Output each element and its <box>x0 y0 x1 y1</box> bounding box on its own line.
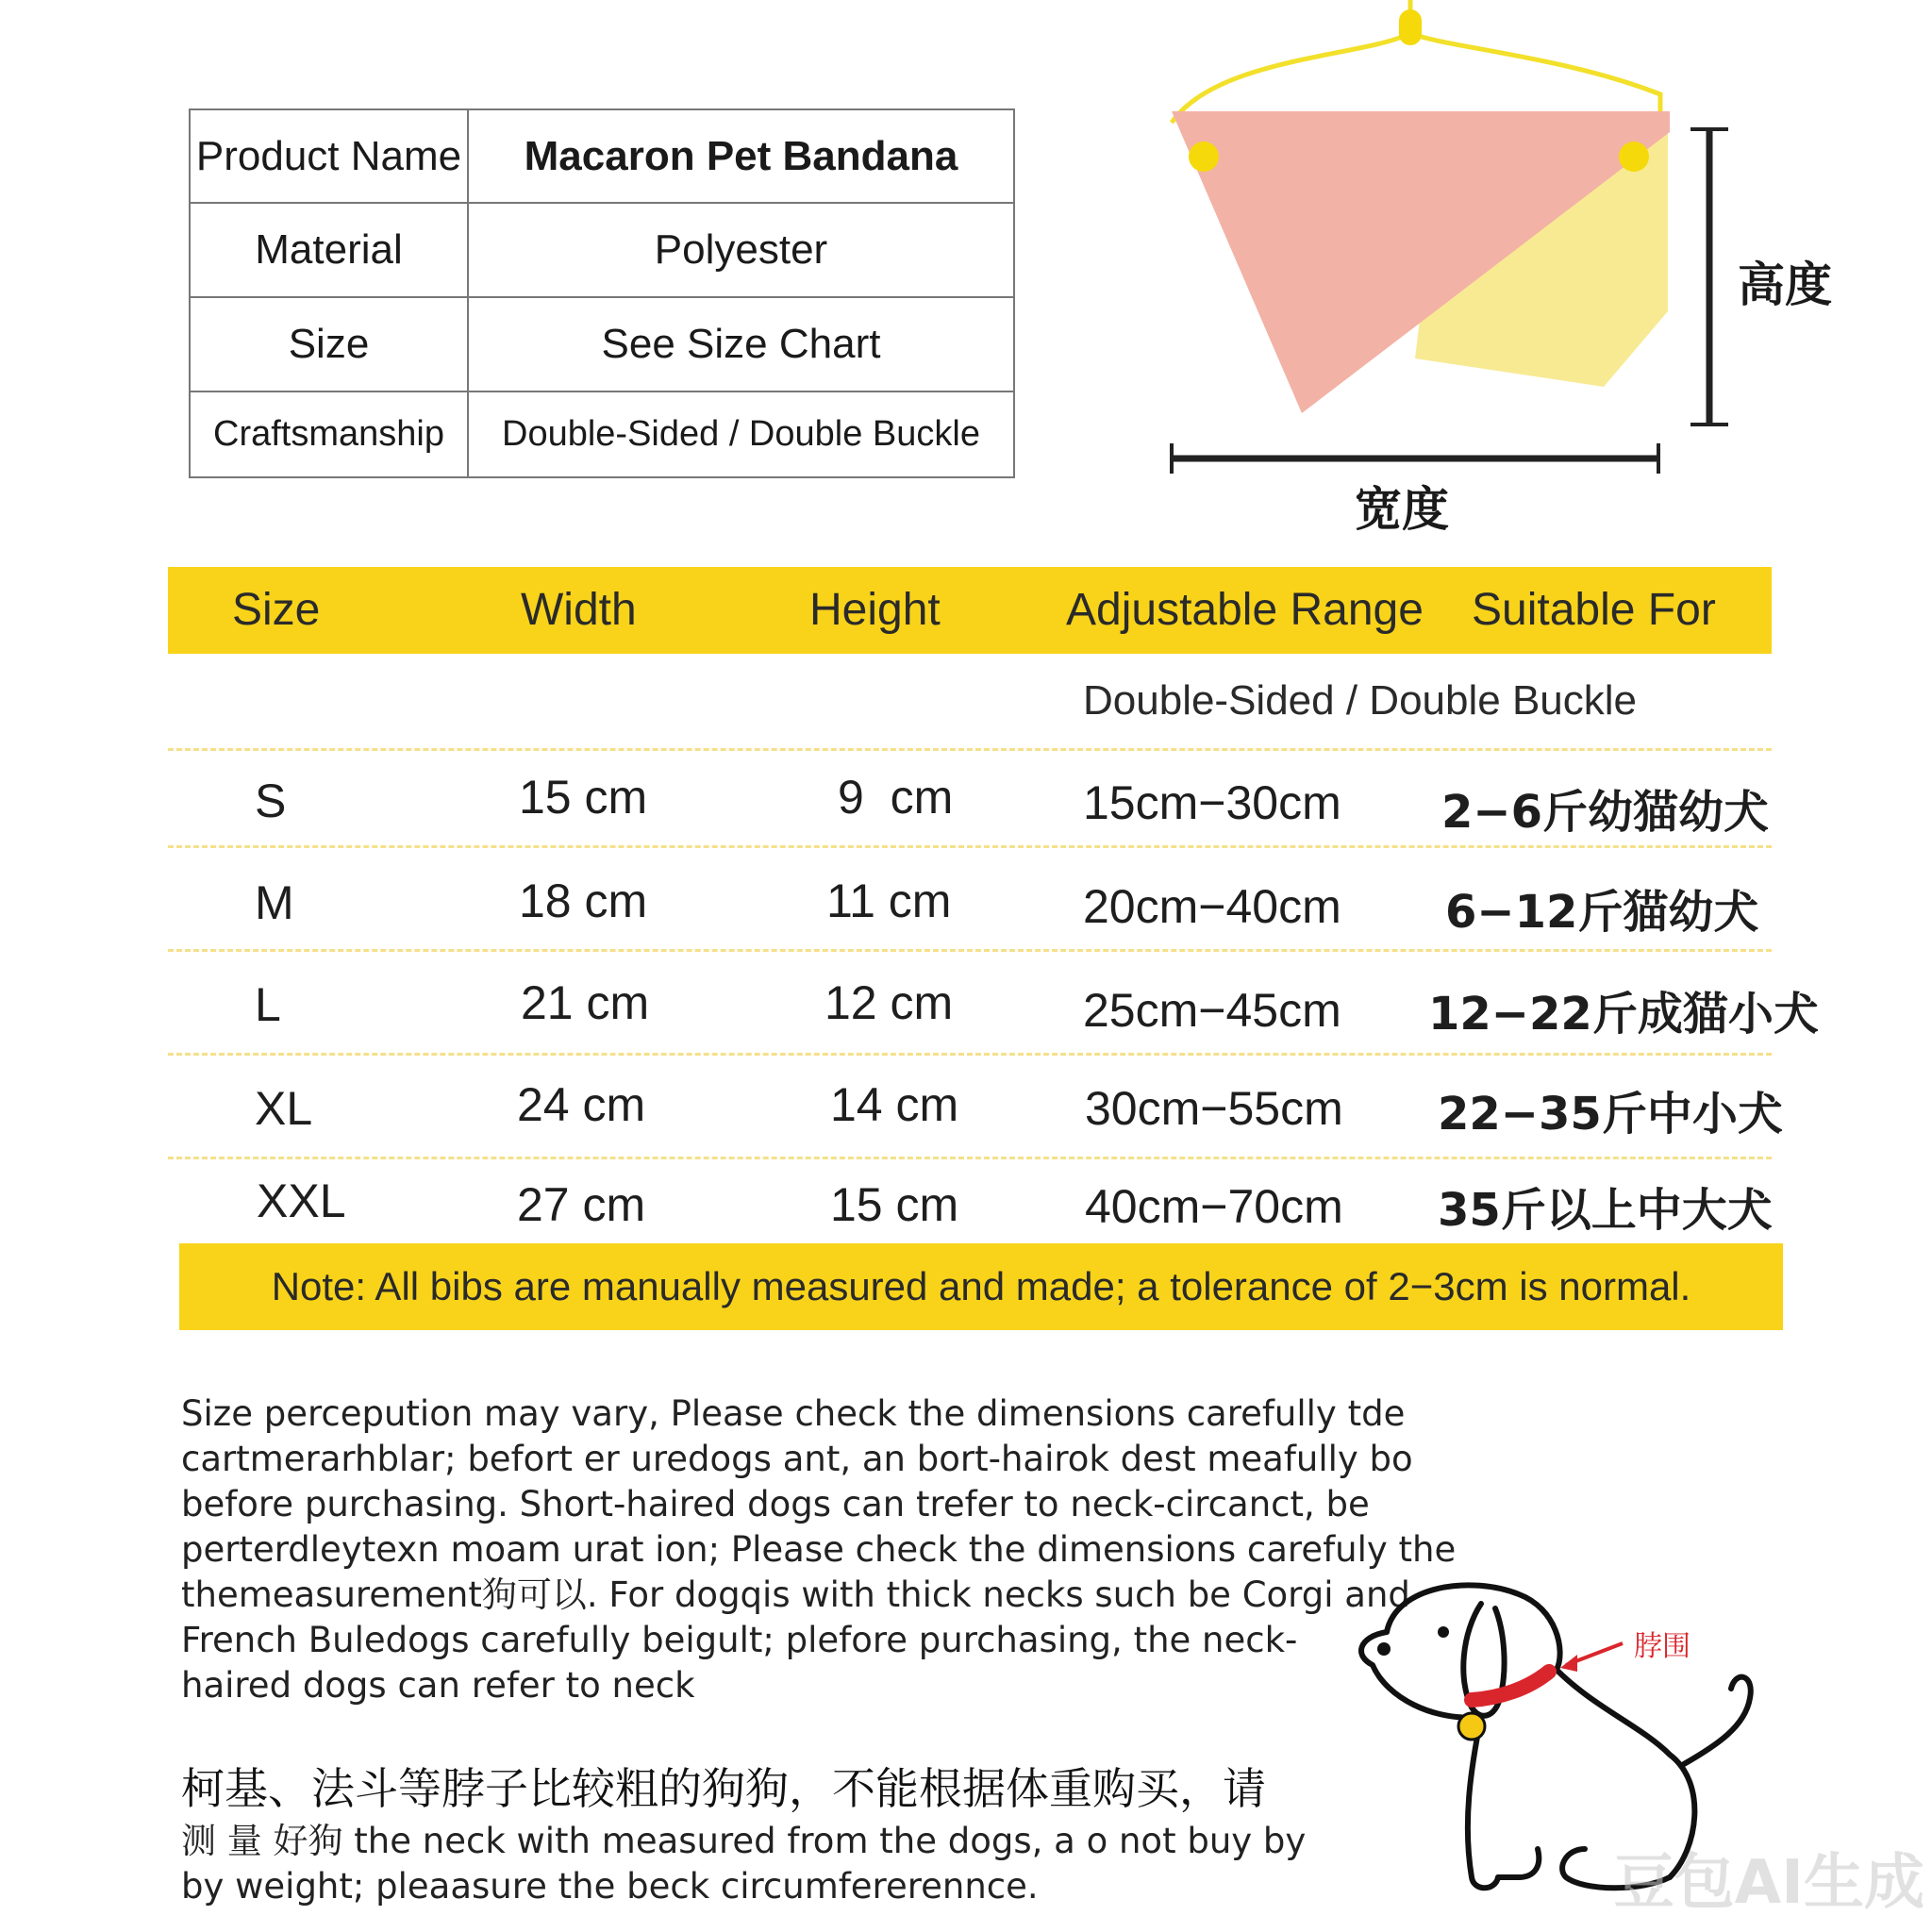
height-label: 高度 <box>1738 258 1832 312</box>
cell-height: 15 cm <box>830 1178 959 1231</box>
cell-height: 12 cm <box>824 976 954 1029</box>
toggle-stopper <box>1399 9 1422 45</box>
cell-height: 9 cm <box>838 771 954 824</box>
row-divider <box>168 949 1772 952</box>
neck-label: 脖围 <box>1634 1630 1690 1663</box>
paragraph-line: perterdleytexn moam urat ion; Please check the dimensions carefuly the <box>181 1529 1457 1570</box>
craft-subheader: Double-Sided / Double Buckle <box>1083 677 1638 724</box>
paragraph-line: Size perceputi​on may vary, Please check the dimensions carefully tde <box>181 1393 1406 1434</box>
eye <box>1438 1626 1449 1638</box>
cord <box>1172 33 1660 123</box>
cell-range: 20cm−40cm <box>1083 880 1341 933</box>
cell-suitable: 12−22斤成猫小犬 <box>1428 988 1819 1041</box>
info-value: See Size Chart <box>601 321 881 367</box>
row-divider <box>168 845 1772 848</box>
left-button <box>1189 142 1219 172</box>
cell-width: 21 cm <box>521 976 650 1029</box>
info-key: Product Name <box>191 110 469 202</box>
description-paragraph <box>181 1391 1457 1708</box>
cell-width: 18 cm <box>519 874 648 927</box>
info-row-material <box>191 204 1013 298</box>
cell-size: XXL <box>257 1174 346 1227</box>
nose <box>1377 1642 1391 1656</box>
cell-range: 30cm−55cm <box>1085 1082 1343 1135</box>
cell-size: S <box>255 774 287 827</box>
cell-width: 24 cm <box>517 1078 646 1131</box>
description-tail <box>181 1819 1307 1909</box>
header-size: Size <box>232 585 321 635</box>
info-row-size <box>191 298 1013 392</box>
cell-range: 40cm−70cm <box>1085 1180 1343 1233</box>
header-height: Height <box>809 585 941 635</box>
cell-width: 27 cm <box>517 1178 646 1231</box>
cell-size: M <box>255 876 294 929</box>
tolerance-note: Note: All bibs are manually measured and made; a tolerance of 2−3cm is normal. <box>271 1264 1691 1308</box>
watermark: 豆包AI生成 <box>1613 1848 1924 1918</box>
neck-arrow-head <box>1560 1655 1577 1672</box>
paragraph-line: 测 量 好狗 the neck with measured from the dogs, a o not buy by <box>181 1821 1307 1861</box>
header-adjustable-range: Adjustable Range <box>1066 585 1424 635</box>
tolerance-note-band <box>179 1243 1783 1330</box>
cell-size: XL <box>255 1082 313 1135</box>
cell-suitable: 6−12斤猫幼犬 <box>1445 886 1759 939</box>
cell-suitable: 22−35斤中小犬 <box>1438 1088 1783 1141</box>
collar <box>1472 1672 1549 1700</box>
row-divider <box>168 1157 1772 1159</box>
paragraph-line: French Buledogs carefully beigult; plefore purchasing, the neck- <box>181 1620 1298 1660</box>
bandana-diagram <box>1160 0 1840 538</box>
info-key: Size <box>191 298 469 391</box>
cell-size: L <box>255 978 281 1031</box>
paragraph-line: haired dogs can refer to neck <box>181 1665 695 1706</box>
info-key: Material <box>191 204 469 296</box>
cell-height: 14 cm <box>830 1078 959 1131</box>
header-width: Width <box>521 585 637 635</box>
paragraph-line: cartmerarhblar; befort er uredogs ant, an bort-hairok dest meafully bo <box>181 1439 1413 1479</box>
cell-width: 15 cm <box>519 771 648 824</box>
width-label: 宽度 <box>1355 482 1449 537</box>
cell-suitable: 2−6斤幼猫幼犬 <box>1441 786 1770 839</box>
cell-height: 11 cm <box>826 874 952 927</box>
cell-range: 25cm−45cm <box>1083 984 1341 1037</box>
paragraph-line: before purchasing. Short-haired dogs can trefer to neck-circanct, be <box>181 1484 1370 1524</box>
right-button <box>1619 142 1649 172</box>
size-chart-header <box>168 567 1772 654</box>
row-divider <box>168 748 1772 751</box>
bell <box>1458 1713 1485 1740</box>
info-row-product-name <box>191 110 1013 204</box>
info-value: Polyester <box>654 226 828 273</box>
info-key: Craftsmanship <box>191 392 469 476</box>
cell-suitable: 35斤以上中大犬 <box>1438 1184 1773 1237</box>
info-row-craftsmanship <box>191 392 1013 476</box>
info-value: Double-Sided / Double Buckle <box>502 414 980 454</box>
chinese-advice-line: 柯基、法斗等脖子比较粗的狗狗，不能根据体重购买，请 <box>181 1763 1266 1814</box>
paragraph-line: by weight; pleaasure the beck circumfererennce. <box>181 1866 1039 1907</box>
info-value: Macaron Pet Bandana <box>524 132 958 179</box>
product-info-table <box>189 108 1015 478</box>
cell-range: 15cm−30cm <box>1083 776 1341 829</box>
header-suitable-for: Suitable For <box>1472 585 1716 635</box>
paragraph-line: themeasurement狗可以. For dogqis with thick necks such be Corgi and <box>181 1574 1410 1615</box>
row-divider <box>168 1053 1772 1056</box>
